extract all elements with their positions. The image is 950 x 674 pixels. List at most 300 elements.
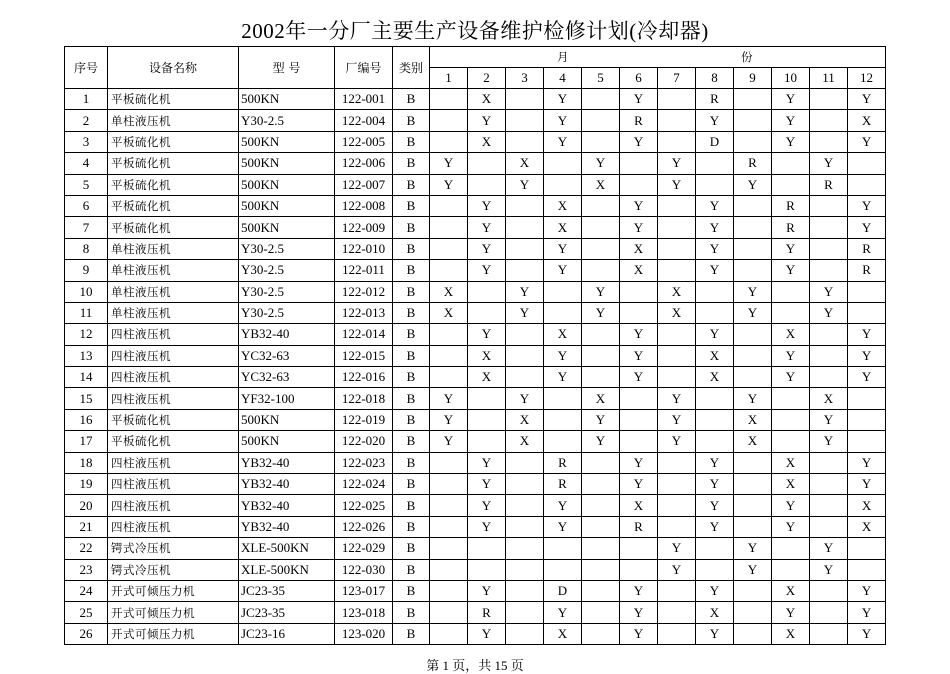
row-category: B: [393, 516, 430, 537]
month-header-cell: 4: [544, 68, 582, 89]
month-cell: Y: [582, 409, 620, 430]
row-seq: 3: [65, 131, 108, 152]
row-factory-code: 122-024: [335, 474, 393, 495]
month-cell: X: [430, 281, 468, 302]
month-cell: R: [772, 217, 810, 238]
month-cell: [772, 559, 810, 580]
month-cell: X: [544, 623, 582, 644]
row-equipment-name: 平板硫化机: [108, 217, 239, 238]
month-cell: [468, 174, 506, 195]
month-cell: Y: [848, 89, 886, 110]
month-cell: Y: [506, 174, 544, 195]
month-cell: Y: [544, 260, 582, 281]
row-equipment-name: 锷式冷压机: [108, 559, 239, 580]
month-cell: [430, 324, 468, 345]
header-months-group: [430, 47, 886, 68]
month-cell: [582, 217, 620, 238]
month-cell: [810, 602, 848, 623]
row-factory-code: 122-014: [335, 324, 393, 345]
row-factory-code: 122-012: [335, 281, 393, 302]
row-category: B: [393, 302, 430, 323]
month-cell: [468, 388, 506, 409]
row-seq: 9: [65, 260, 108, 281]
row-model: YB32-40: [239, 474, 335, 495]
row-seq: 10: [65, 281, 108, 302]
month-cell: Y: [848, 345, 886, 366]
month-cell: [848, 388, 886, 409]
row-model: YB32-40: [239, 516, 335, 537]
month-cell: Y: [430, 409, 468, 430]
row-factory-code: 122-011: [335, 260, 393, 281]
row-equipment-name: 单柱液压机: [108, 110, 239, 131]
row-category: B: [393, 580, 430, 601]
month-cell: X: [734, 409, 772, 430]
month-cell: [506, 495, 544, 516]
month-cell: Y: [620, 602, 658, 623]
month-cell: X: [696, 345, 734, 366]
month-cell: [734, 623, 772, 644]
month-cell: Y: [620, 623, 658, 644]
month-cell: Y: [772, 367, 810, 388]
row-category: B: [393, 452, 430, 473]
month-cell: Y: [772, 131, 810, 152]
month-cell: [772, 174, 810, 195]
row-category: B: [393, 217, 430, 238]
row-category: B: [393, 238, 430, 259]
month-cell: Y: [772, 516, 810, 537]
month-cell: Y: [544, 238, 582, 259]
row-equipment-name: 四柱液压机: [108, 367, 239, 388]
month-cell: Y: [848, 324, 886, 345]
month-cell: X: [506, 153, 544, 174]
row-seq: 19: [65, 474, 108, 495]
month-cell: Y: [468, 495, 506, 516]
month-cell: [468, 538, 506, 559]
month-cell: Y: [544, 345, 582, 366]
month-cell: [430, 495, 468, 516]
month-cell: [506, 602, 544, 623]
month-cell: [810, 623, 848, 644]
row-equipment-name: 开式可倾压力机: [108, 602, 239, 623]
month-header-cell: 2: [468, 68, 506, 89]
row-seq: 17: [65, 431, 108, 452]
month-cell: [430, 345, 468, 366]
month-cell: [658, 89, 696, 110]
month-cell: [430, 602, 468, 623]
row-seq: 23: [65, 559, 108, 580]
month-cell: [810, 474, 848, 495]
month-cell: X: [848, 110, 886, 131]
month-cell: Y: [506, 281, 544, 302]
month-cell: Y: [772, 345, 810, 366]
month-cell: Y: [772, 110, 810, 131]
month-cell: [810, 217, 848, 238]
month-cell: [658, 110, 696, 131]
month-header-cell: 9: [734, 68, 772, 89]
month-cell: [582, 516, 620, 537]
month-cell: X: [506, 409, 544, 430]
month-cell: [658, 474, 696, 495]
header-seq: 序号: [65, 47, 108, 89]
month-cell: X: [772, 452, 810, 473]
month-cell: R: [696, 89, 734, 110]
month-cell: [544, 431, 582, 452]
month-cell: [582, 602, 620, 623]
row-factory-code: 122-023: [335, 452, 393, 473]
month-cell: [506, 217, 544, 238]
month-cell: [582, 195, 620, 216]
month-cell: X: [430, 302, 468, 323]
month-cell: [620, 538, 658, 559]
row-equipment-name: 单柱液压机: [108, 238, 239, 259]
row-model: YF32-100: [239, 388, 335, 409]
row-factory-code: 122-019: [335, 409, 393, 430]
month-cell: [506, 516, 544, 537]
row-model: JC23-35: [239, 580, 335, 601]
month-cell: [582, 495, 620, 516]
month-cell: [734, 89, 772, 110]
month-cell: [430, 516, 468, 537]
month-cell: [658, 131, 696, 152]
month-cell: Y: [696, 217, 734, 238]
row-model: Y30-2.5: [239, 238, 335, 259]
row-seq: 2: [65, 110, 108, 131]
month-cell: [582, 110, 620, 131]
month-cell: Y: [620, 89, 658, 110]
month-cell: Y: [734, 388, 772, 409]
row-seq: 14: [65, 367, 108, 388]
month-cell: Y: [468, 217, 506, 238]
month-cell: Y: [848, 602, 886, 623]
table-row: [65, 474, 886, 495]
month-cell: [582, 474, 620, 495]
table-row: [65, 345, 886, 366]
month-cell: Y: [430, 174, 468, 195]
month-cell: Y: [658, 153, 696, 174]
month-cell: [734, 260, 772, 281]
month-cell: R: [544, 474, 582, 495]
month-cell: [468, 559, 506, 580]
month-cell: Y: [810, 538, 848, 559]
row-seq: 22: [65, 538, 108, 559]
month-cell: [620, 153, 658, 174]
month-cell: [506, 89, 544, 110]
month-cell: [658, 602, 696, 623]
row-equipment-name: 开式可倾压力机: [108, 580, 239, 601]
row-seq: 13: [65, 345, 108, 366]
month-cell: X: [848, 516, 886, 537]
month-cell: [620, 302, 658, 323]
month-cell: X: [772, 324, 810, 345]
row-equipment-name: 单柱液压机: [108, 302, 239, 323]
month-cell: [734, 580, 772, 601]
row-model: YC32-63: [239, 345, 335, 366]
page-title: 2002年一分厂主要生产设备维护检修计划(冷却器): [241, 19, 709, 43]
row-seq: 25: [65, 602, 108, 623]
month-cell: R: [620, 516, 658, 537]
month-cell: [430, 238, 468, 259]
row-category: B: [393, 153, 430, 174]
row-seq: 5: [65, 174, 108, 195]
month-cell: [772, 431, 810, 452]
table-row: [65, 367, 886, 388]
month-cell: X: [658, 281, 696, 302]
row-category: B: [393, 474, 430, 495]
month-cell: [696, 431, 734, 452]
month-cell: Y: [620, 580, 658, 601]
month-cell: Y: [810, 281, 848, 302]
month-cell: R: [772, 195, 810, 216]
month-cell: R: [848, 238, 886, 259]
row-factory-code: 122-006: [335, 153, 393, 174]
month-cell: [658, 195, 696, 216]
month-cell: Y: [620, 345, 658, 366]
month-cell: [810, 131, 848, 152]
month-cell: Y: [696, 195, 734, 216]
month-cell: [620, 409, 658, 430]
row-equipment-name: 锷式冷压机: [108, 538, 239, 559]
month-cell: Y: [544, 89, 582, 110]
month-cell: [544, 302, 582, 323]
month-cell: [734, 345, 772, 366]
month-cell: Y: [468, 238, 506, 259]
month-cell: Y: [696, 580, 734, 601]
row-seq: 18: [65, 452, 108, 473]
row-seq: 24: [65, 580, 108, 601]
table-row: [65, 260, 886, 281]
month-cell: [658, 516, 696, 537]
header-month-label: 月: [557, 50, 569, 64]
month-cell: D: [696, 131, 734, 152]
month-cell: [582, 238, 620, 259]
table-row: [65, 538, 886, 559]
row-equipment-name: 平板硫化机: [108, 153, 239, 174]
row-factory-code: 122-016: [335, 367, 393, 388]
month-cell: [810, 110, 848, 131]
month-header-cell: 12: [848, 68, 886, 89]
month-cell: [658, 217, 696, 238]
month-cell: [848, 174, 886, 195]
row-seq: 1: [65, 89, 108, 110]
month-header-cell: 8: [696, 68, 734, 89]
table-row: [65, 89, 886, 110]
month-cell: X: [544, 324, 582, 345]
row-category: B: [393, 345, 430, 366]
month-cell: [430, 623, 468, 644]
row-factory-code: 123-018: [335, 602, 393, 623]
month-cell: X: [468, 345, 506, 366]
row-category: B: [393, 367, 430, 388]
table-row: [65, 281, 886, 302]
month-cell: [848, 302, 886, 323]
row-equipment-name: 四柱液压机: [108, 495, 239, 516]
month-cell: Y: [544, 602, 582, 623]
month-cell: Y: [696, 495, 734, 516]
month-cell: [506, 110, 544, 131]
row-model: JC23-16: [239, 623, 335, 644]
row-model: XLE-500KN: [239, 559, 335, 580]
month-cell: Y: [696, 452, 734, 473]
month-cell: X: [810, 388, 848, 409]
month-cell: [582, 559, 620, 580]
row-equipment-name: 四柱液压机: [108, 324, 239, 345]
month-cell: X: [506, 431, 544, 452]
month-cell: Y: [658, 174, 696, 195]
month-cell: [658, 238, 696, 259]
month-cell: [658, 367, 696, 388]
month-cell: X: [544, 195, 582, 216]
month-cell: Y: [430, 431, 468, 452]
row-model: 500KN: [239, 174, 335, 195]
month-cell: [544, 174, 582, 195]
row-model: Y30-2.5: [239, 110, 335, 131]
month-cell: Y: [620, 324, 658, 345]
month-cell: [658, 260, 696, 281]
month-cell: [430, 367, 468, 388]
row-factory-code: 123-020: [335, 623, 393, 644]
month-cell: Y: [620, 367, 658, 388]
table-row: [65, 174, 886, 195]
month-cell: [658, 580, 696, 601]
month-cell: X: [772, 474, 810, 495]
month-cell: [582, 324, 620, 345]
row-category: B: [393, 324, 430, 345]
month-cell: [810, 260, 848, 281]
month-cell: Y: [620, 452, 658, 473]
month-cell: [696, 559, 734, 580]
month-cell: X: [696, 602, 734, 623]
month-cell: Y: [772, 602, 810, 623]
month-cell: X: [544, 217, 582, 238]
month-cell: R: [468, 602, 506, 623]
row-model: 500KN: [239, 131, 335, 152]
month-cell: [658, 623, 696, 644]
row-category: B: [393, 260, 430, 281]
month-header-cell: 5: [582, 68, 620, 89]
table-body: [65, 89, 886, 645]
month-cell: Y: [848, 623, 886, 644]
month-cell: [848, 559, 886, 580]
month-cell: X: [734, 431, 772, 452]
month-cell: [582, 538, 620, 559]
month-cell: X: [582, 388, 620, 409]
row-factory-code: 122-013: [335, 302, 393, 323]
row-equipment-name: 单柱液压机: [108, 260, 239, 281]
row-seq: 12: [65, 324, 108, 345]
month-cell: [506, 324, 544, 345]
month-cell: [734, 516, 772, 537]
month-cell: Y: [468, 580, 506, 601]
row-category: B: [393, 174, 430, 195]
row-model: Y30-2.5: [239, 302, 335, 323]
month-cell: [430, 474, 468, 495]
month-cell: [506, 474, 544, 495]
table-row: [65, 559, 886, 580]
month-cell: Y: [468, 474, 506, 495]
table-row: [65, 623, 886, 644]
month-cell: [468, 153, 506, 174]
month-cell: Y: [544, 131, 582, 152]
row-model: 500KN: [239, 409, 335, 430]
month-cell: X: [848, 495, 886, 516]
month-cell: [810, 495, 848, 516]
table-row: [65, 409, 886, 430]
month-cell: [848, 153, 886, 174]
row-model: 500KN: [239, 153, 335, 174]
month-cell: Y: [848, 131, 886, 152]
month-cell: Y: [772, 89, 810, 110]
row-equipment-name: 四柱液压机: [108, 452, 239, 473]
table-row: [65, 324, 886, 345]
row-seq: 26: [65, 623, 108, 644]
month-cell: [506, 538, 544, 559]
month-cell: [582, 345, 620, 366]
month-cell: Y: [544, 516, 582, 537]
month-cell: Y: [772, 260, 810, 281]
month-cell: [468, 409, 506, 430]
month-cell: [506, 623, 544, 644]
row-model: Y30-2.5: [239, 281, 335, 302]
month-cell: [468, 431, 506, 452]
month-cell: Y: [468, 110, 506, 131]
month-cell: X: [468, 367, 506, 388]
month-cell: [734, 110, 772, 131]
table-row: [65, 217, 886, 238]
month-cell: Y: [734, 281, 772, 302]
month-cell: Y: [696, 110, 734, 131]
table-row: [65, 516, 886, 537]
month-cell: [430, 260, 468, 281]
month-cell: [696, 388, 734, 409]
month-cell: [810, 89, 848, 110]
month-cell: Y: [810, 409, 848, 430]
month-cell: [734, 602, 772, 623]
month-cell: [506, 559, 544, 580]
month-header-cell: 3: [506, 68, 544, 89]
month-cell: [506, 131, 544, 152]
table-row: [65, 388, 886, 409]
month-cell: [430, 538, 468, 559]
month-cell: R: [848, 260, 886, 281]
row-factory-code: 122-020: [335, 431, 393, 452]
month-cell: [544, 409, 582, 430]
month-cell: X: [620, 260, 658, 281]
row-equipment-name: 四柱液压机: [108, 345, 239, 366]
header-fen-label: 份: [741, 50, 753, 64]
month-cell: Y: [848, 217, 886, 238]
row-equipment-name: 平板硫化机: [108, 89, 239, 110]
month-cell: [506, 452, 544, 473]
month-cell: [810, 195, 848, 216]
month-cell: Y: [658, 388, 696, 409]
month-cell: [582, 89, 620, 110]
month-cell: [544, 153, 582, 174]
month-cell: [582, 623, 620, 644]
row-seq: 21: [65, 516, 108, 537]
month-cell: [620, 388, 658, 409]
month-cell: [848, 538, 886, 559]
month-cell: Y: [468, 260, 506, 281]
row-equipment-name: 单柱液压机: [108, 281, 239, 302]
month-cell: [734, 495, 772, 516]
month-cell: [772, 153, 810, 174]
month-cell: X: [658, 302, 696, 323]
row-factory-code: 122-026: [335, 516, 393, 537]
month-cell: [582, 452, 620, 473]
month-cell: [658, 324, 696, 345]
row-category: B: [393, 388, 430, 409]
row-model: 500KN: [239, 89, 335, 110]
